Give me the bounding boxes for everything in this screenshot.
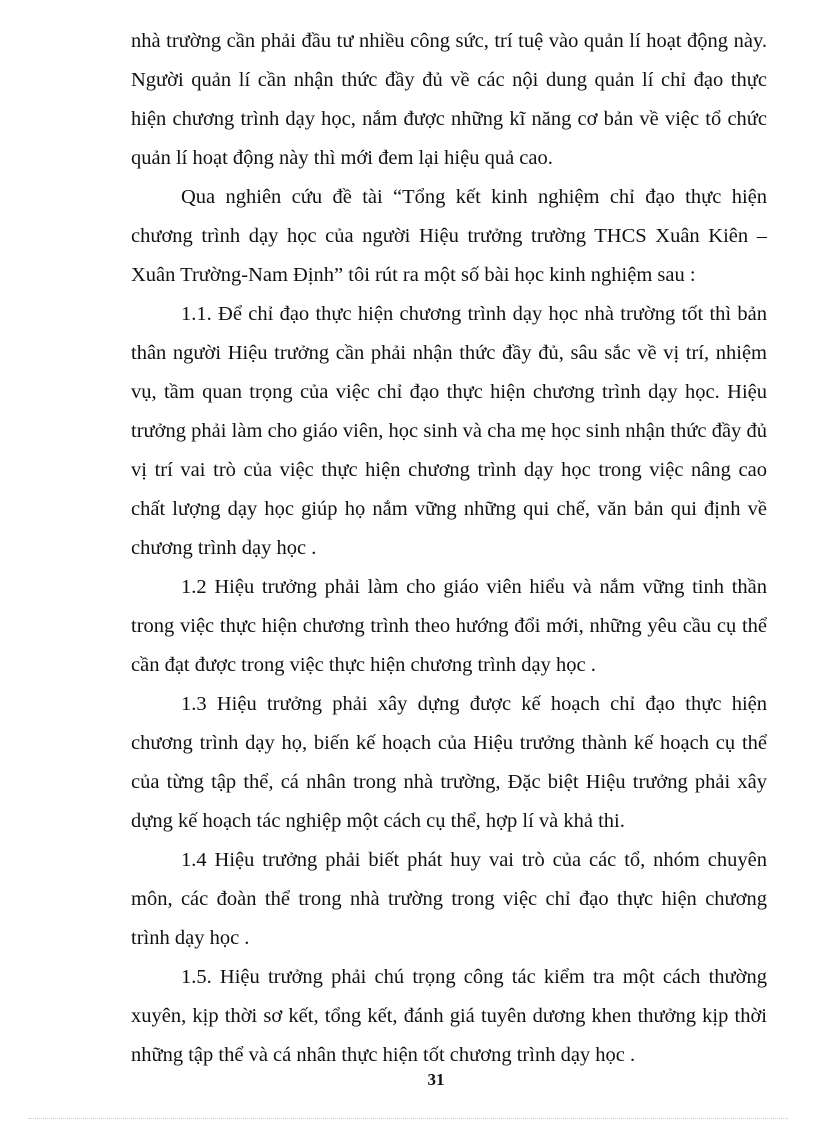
page-number: 31 [427,1070,445,1089]
paragraph-lesson-1-2: 1.2 Hiệu trưởng phải làm cho giáo viên hiểu và nắm vững tinh thần trong việc thực hiện chương trình theo hướng đổi mới, những yêu cầu cụ thể cần đạt được trong việc thực hiện chương trình dạy học . [131,576,767,676]
paragraph-lesson-1-1: 1.1. Để chỉ đạo thực hiện chương trình dạy học nhà trường tốt thì bản thân người Hiệu trưởng cần phải nhận thức đầy đủ, sâu sắc về vị trí, nhiệm vụ, tầm quan trọng của việc chỉ đạo thực hiện chương trình dạy học. Hiệu trưởng phải làm cho giáo viên, học sinh và cha mẹ học sinh nhận thức đầy đủ vị trí vai trò của việc thực hiện chương trình dạy học trong việc nâng cao chất lượng dạy học giúp họ nắm vững những qui chế, văn bản qui định về chương trình dạy học . [131,303,767,559]
document-body [131,22,767,1075]
paragraph-intro-lessons: Qua nghiên cứu đề tài “Tổng kết kinh nghiệm chỉ đạo thực hiện chương trình dạy học của người Hiệu trưởng trường THCS Xuân Kiên –Xuân Trường-Nam Định” tôi rút ra một số bài học kinh nghiệm sau : [131,186,767,286]
paragraph-lesson-1-4: 1.4 Hiệu trưởng phải biết phát huy vai trò của các tổ, nhóm chuyên môn, các đoàn thể trong nhà trường trong việc chỉ đạo thực hiện chương trình dạy học . [131,849,767,949]
footer-divider [28,1118,788,1119]
paragraph-continuation: nhà trường cần phải đầu tư nhiều công sức, trí tuệ vào quản lí hoạt động này. Người quản lí cần nhận thức đầy đủ về các nội dung quản lí chỉ đạo thực hiện chương trình dạy học, nắm được những kĩ năng cơ bản về việc tổ chức quản lí hoạt động này thì mới đem lại hiệu quả cao. [131,30,767,169]
paragraph-lesson-1-5: 1.5. Hiệu trưởng phải chú trọng công tác kiểm tra một cách thường xuyên, kịp thời sơ kết, tổng kết, đánh giá tuyên dương khen thưởng kịp thời những tập thể và cá nhân thực hiện tốt chương trình dạy học . [131,966,767,1066]
paragraph-lesson-1-3: 1.3 Hiệu trưởng phải xây dựng được kế hoạch chỉ đạo thực hiện chương trình dạy họ, biến kế hoạch của Hiệu trưởng thành kế hoạch cụ thể của từng tập thể, cá nhân trong nhà trường, Đặc biệt Hiệu trưởng phải xây dựng kế hoạch tác nghiệp một cách cụ thể, hợp lí và khả thi. [131,693,767,832]
